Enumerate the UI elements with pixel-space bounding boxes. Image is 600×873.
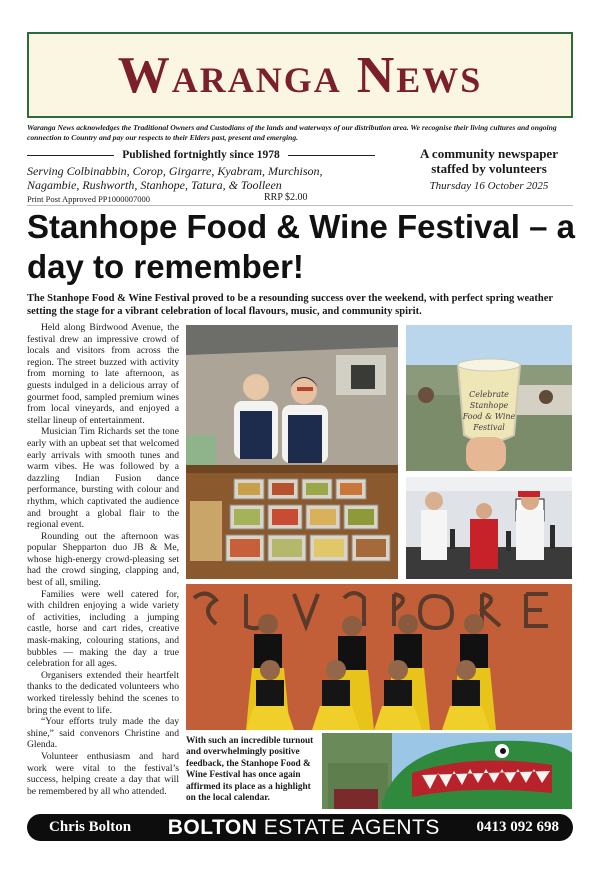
tagline: A community newspaper staffed by volunteers <box>420 146 558 176</box>
article-standfirst: The Stanhope Food & Wine Festival proved to be a resounding success over the weekend, with perfect spring weather setting the stage for a vibrant celebration of local flavours, music, and community spirit. <box>27 293 553 317</box>
publication-info <box>27 149 375 204</box>
article-body <box>27 322 179 797</box>
divider-rule <box>288 155 375 156</box>
article-paragraph: “Your efforts truly made the day shine,” said convenors Christine and Glenda. <box>27 716 179 751</box>
masthead-title: Waranga News <box>117 46 483 104</box>
header-divider <box>27 205 573 206</box>
publication-tagline-block <box>404 146 574 192</box>
photo-caption: With such an incredible turnout and overwhelmingly positive feedback, the Stanhope Food & Wine Festival has once again affirmed its place as a highlight on the local calendar. <box>186 736 314 804</box>
photo-jumping-castle <box>322 733 572 809</box>
print-post-approval: Print Post Approved PP1000007000 <box>27 194 151 204</box>
ad-agent-name: Chris Bolton <box>49 819 132 835</box>
distribution-area: Serving Colbinabbin, Corop, Girgarre, Kyabram, Murchison, Nagambie, Rushworth, Stanhope, Tatura, & Toolleen <box>27 164 323 192</box>
real-estate-advertisement <box>27 814 573 841</box>
divider-rule <box>27 155 114 156</box>
price: RRP $2.00 <box>264 192 308 203</box>
svg-text:Festival: Festival <box>473 423 505 432</box>
issue-date: Thursday 16 October 2025 <box>429 180 549 192</box>
ad-phone-number: 0413 092 698 <box>476 819 559 835</box>
svg-text:Stanhope: Stanhope <box>469 401 509 410</box>
article-paragraph: Musician Tim Richards set the tone early with an upbeat set that welcomed early arrivals with smooth tunes and warm vibes. He was followed by a dazzling Indian Fusion dance performance, bursting with colour and rhythm, which captivated the audience and brought a global flair to the regional event. <box>27 426 179 531</box>
article-paragraph: Held along Birdwood Avenue, the festival drew an impressive crowd of locals and visitors from across the region. The street buzzed with activity from morning to late afternoon, as guests indulged in a delicious array of gourmet food, sampled premium wines from local vineyards, and enjoyed a stellar lineup of entertainment. <box>27 322 179 426</box>
photo-food-stall-volunteers <box>186 325 398 579</box>
photo-festival-wine-glass <box>406 325 572 471</box>
photo-wine-stall <box>406 477 572 579</box>
ad-agency-rest: ESTATE AGENTS <box>257 815 440 839</box>
article-headline: Stanhope Food & Wine Festival – a day to remember! <box>27 208 575 285</box>
article-paragraph: Families were well catered for, with children enjoying a wide variety of activities, including a jumping castle, horse and cart rides, creative mask-making, colouring stations, and bubbles — making the day a true celebration for all ages. <box>27 588 179 670</box>
ad-agency-bold: BOLTON <box>167 815 258 839</box>
publication-frequency: Published fortnightly since 1978 <box>122 149 280 161</box>
article-paragraph: Rounding out the afternoon was popular Shepparton duo JB & Me, whose high-energy crowd-pleasing set had the crowd singing, clapping and, best of all, smiling. <box>27 530 179 589</box>
svg-text:Celebrate: Celebrate <box>469 390 509 399</box>
ad-agency-name <box>168 816 440 840</box>
acknowledgement-of-country: Waranga News acknowledges the Traditional Owners and Custodians of the lands and waterways of our distribution area. We recognise their living cultures and ongoing connection to Country and pay our respects to their Elders past, present and emerging. <box>27 123 557 142</box>
svg-text:Food & Wine: Food & Wine <box>462 412 516 421</box>
article-paragraph: Volunteer enthusiasm and hard work were vital to the festival’s success, helping create a day that will be remembered by all who attended. <box>27 750 179 797</box>
photo-indian-fusion-dancers <box>186 584 572 730</box>
article-paragraph: Organisers extended their heartfelt thanks to the dedicated volunteers who worked tirelessly behind the scenes to bring the event to life. <box>27 669 179 716</box>
masthead <box>27 32 573 118</box>
